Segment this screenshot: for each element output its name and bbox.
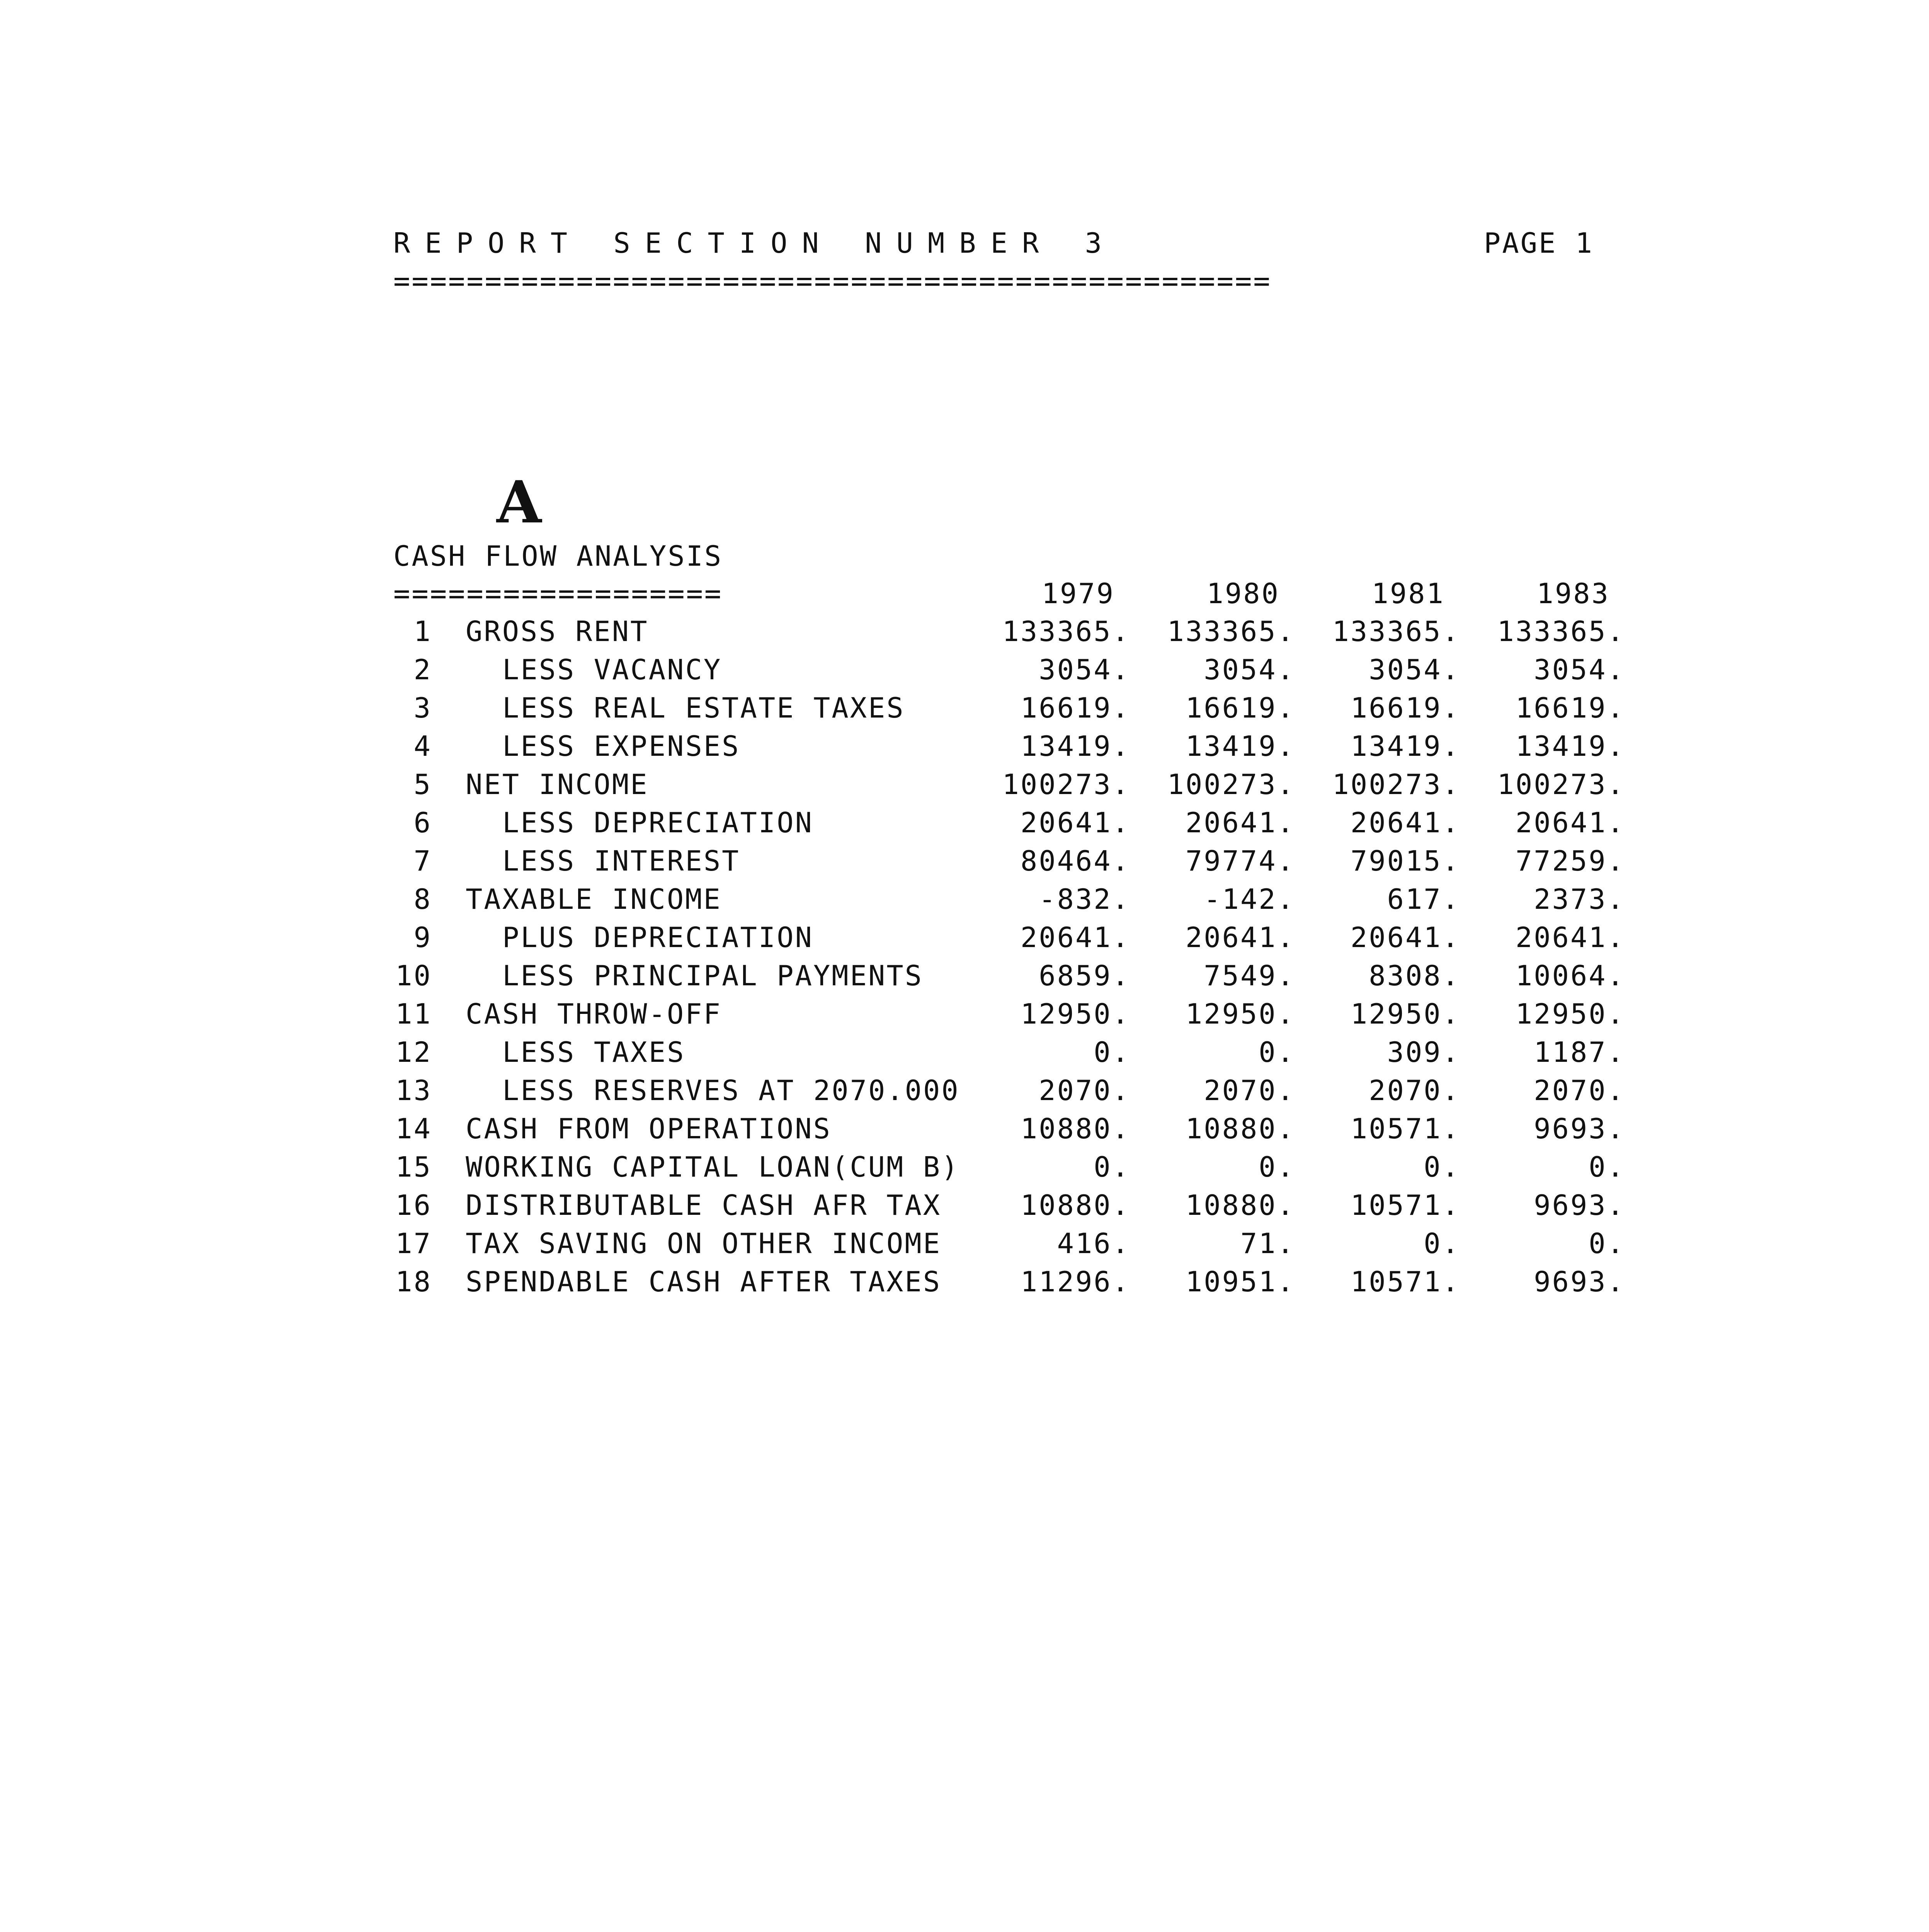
table-row <box>0 1263 1929 1301</box>
value-cell: 79774. <box>1185 845 1295 877</box>
table-row <box>0 612 1929 651</box>
value-cell: 0. <box>1424 1151 1460 1183</box>
report-title: REPORT SECTION NUMBER 3 <box>393 227 1116 259</box>
value-cell: 133365. <box>1002 615 1130 648</box>
row-number: 8 <box>413 883 432 915</box>
row-label: LESS EXPENSES <box>502 730 740 762</box>
value-cell: 3054. <box>1534 653 1625 686</box>
table-row <box>0 1071 1929 1110</box>
value-cell: 77259. <box>1515 845 1625 877</box>
value-cell: 2373. <box>1534 883 1625 915</box>
value-cell: 100273. <box>1167 768 1295 801</box>
value-cell: 100273. <box>1497 768 1625 801</box>
row-label: LESS PRINCIPAL PAYMENTS <box>502 959 923 992</box>
row-label: LESS RESERVES AT 2070.000 <box>502 1074 960 1107</box>
value-cell: 2070. <box>1369 1074 1460 1107</box>
value-cell: 13419. <box>1350 730 1460 762</box>
row-number: 1 <box>413 615 432 648</box>
value-cell: 133365. <box>1332 615 1460 648</box>
table-row <box>0 765 1929 804</box>
row-label: LESS REAL ESTATE TAXES <box>502 692 905 724</box>
value-cell: 2070. <box>1534 1074 1625 1107</box>
value-cell: 100273. <box>1332 768 1460 801</box>
value-cell: 0. <box>1259 1151 1295 1183</box>
value-cell: 12950. <box>1350 998 1460 1030</box>
value-cell: 2070. <box>1039 1074 1130 1107</box>
row-label: CASH FROM OPERATIONS <box>466 1112 832 1145</box>
value-cell: 0. <box>1424 1227 1460 1260</box>
table-row <box>0 1148 1929 1186</box>
value-cell: 3054. <box>1039 653 1130 686</box>
row-number: 14 <box>395 1112 432 1145</box>
row-label: TAXABLE INCOME <box>466 883 722 915</box>
value-cell: 16619. <box>1020 692 1130 724</box>
cash-flow-table <box>0 612 1929 1301</box>
table-row <box>0 1186 1929 1225</box>
value-cell: 8308. <box>1369 959 1460 992</box>
value-cell: 3054. <box>1369 653 1460 686</box>
value-cell: 309. <box>1387 1036 1460 1068</box>
value-cell: 12950. <box>1185 998 1295 1030</box>
row-label: LESS TAXES <box>502 1036 686 1068</box>
row-number: 12 <box>395 1036 432 1068</box>
value-cell: 416. <box>1057 1227 1130 1260</box>
table-row <box>0 957 1929 995</box>
value-cell: -832. <box>1039 883 1130 915</box>
value-cell: 10571. <box>1350 1112 1460 1145</box>
row-number: 4 <box>413 730 432 762</box>
row-number: 13 <box>395 1074 432 1107</box>
value-cell: 20641. <box>1515 921 1625 954</box>
value-cell: 10064. <box>1515 959 1625 992</box>
value-cell: 100273. <box>1002 768 1130 801</box>
table-row <box>0 804 1929 842</box>
value-cell: 12950. <box>1020 998 1130 1030</box>
value-cell: 617. <box>1387 883 1460 915</box>
value-cell: 10880. <box>1185 1189 1295 1221</box>
value-cell: 71. <box>1240 1227 1295 1260</box>
value-cell: 6859. <box>1039 959 1130 992</box>
table-title-underline: ================== <box>393 577 723 610</box>
table-row <box>0 880 1929 918</box>
year-header: 1983 <box>1536 577 1610 610</box>
year-header: 1979 <box>1041 577 1115 610</box>
value-cell: 16619. <box>1350 692 1460 724</box>
row-number: 16 <box>395 1189 432 1221</box>
row-number: 5 <box>413 768 432 801</box>
row-label: LESS DEPRECIATION <box>502 806 813 839</box>
row-label: LESS VACANCY <box>502 653 722 686</box>
row-number: 18 <box>395 1265 432 1298</box>
value-cell: 10951. <box>1185 1265 1295 1298</box>
value-cell: 10880. <box>1185 1112 1295 1145</box>
value-cell: 0. <box>1094 1036 1130 1068</box>
value-cell: 20641. <box>1185 806 1295 839</box>
value-cell: 13419. <box>1185 730 1295 762</box>
value-cell: 9693. <box>1534 1189 1625 1221</box>
value-cell: 13419. <box>1515 730 1625 762</box>
value-cell: 133365. <box>1167 615 1295 648</box>
row-number: 3 <box>413 692 432 724</box>
value-cell: 20641. <box>1350 921 1460 954</box>
value-cell: 12950. <box>1515 998 1625 1030</box>
value-cell: 16619. <box>1185 692 1295 724</box>
row-number: 15 <box>395 1151 432 1183</box>
table-row <box>0 651 1929 689</box>
row-number: 17 <box>395 1227 432 1260</box>
table-row <box>0 1033 1929 1071</box>
value-cell: 20641. <box>1185 921 1295 954</box>
value-cell: 13419. <box>1020 730 1130 762</box>
value-cell: 20641. <box>1020 921 1130 954</box>
value-cell: 0. <box>1094 1151 1130 1183</box>
value-cell: 80464. <box>1020 845 1130 877</box>
value-cell: 10571. <box>1350 1189 1460 1221</box>
value-cell: 133365. <box>1497 615 1625 648</box>
row-number: 10 <box>395 959 432 992</box>
row-number: 2 <box>413 653 432 686</box>
table-row <box>0 842 1929 880</box>
table-row <box>0 727 1929 765</box>
value-cell: 20641. <box>1515 806 1625 839</box>
value-cell: 79015. <box>1350 845 1460 877</box>
table-row <box>0 1110 1929 1148</box>
value-cell: 20641. <box>1350 806 1460 839</box>
table-row <box>0 918 1929 957</box>
row-label: GROSS RENT <box>466 615 649 648</box>
year-header: 1980 <box>1206 577 1280 610</box>
row-number: 9 <box>413 921 432 954</box>
table-title: CASH FLOW ANALYSIS <box>393 540 723 572</box>
value-cell: 0. <box>1589 1227 1625 1260</box>
value-cell: 0. <box>1589 1151 1625 1183</box>
value-cell: 7549. <box>1204 959 1295 992</box>
row-number: 6 <box>413 806 432 839</box>
value-cell: 11296. <box>1020 1265 1130 1298</box>
row-label: SPENDABLE CASH AFTER TAXES <box>466 1265 942 1298</box>
year-header: 1981 <box>1371 577 1445 610</box>
value-cell: 2070. <box>1204 1074 1295 1107</box>
value-cell: 10571. <box>1350 1265 1460 1298</box>
row-label: PLUS DEPRECIATION <box>502 921 813 954</box>
page-number: PAGE 1 <box>1484 227 1594 259</box>
value-cell: 10880. <box>1020 1112 1130 1145</box>
table-row <box>0 689 1929 727</box>
table-row <box>0 1225 1929 1263</box>
value-cell: 3054. <box>1204 653 1295 686</box>
title-rule: ================================================ <box>393 265 1272 297</box>
row-label: WORKING CAPITAL LOAN(CUM B) <box>466 1151 960 1183</box>
value-cell: 1187. <box>1534 1036 1625 1068</box>
section-letter: A <box>497 468 542 536</box>
row-number: 7 <box>413 845 432 877</box>
value-cell: 16619. <box>1515 692 1625 724</box>
value-cell: 9693. <box>1534 1265 1625 1298</box>
value-cell: 10880. <box>1020 1189 1130 1221</box>
value-cell: 9693. <box>1534 1112 1625 1145</box>
row-label: CASH THROW-OFF <box>466 998 722 1030</box>
row-label: LESS INTEREST <box>502 845 740 877</box>
row-number: 11 <box>395 998 432 1030</box>
value-cell: 0. <box>1259 1036 1295 1068</box>
row-label: DISTRIBUTABLE CASH AFR TAX <box>466 1189 942 1221</box>
value-cell: 20641. <box>1020 806 1130 839</box>
row-label: NET INCOME <box>466 768 649 801</box>
value-cell: -142. <box>1204 883 1295 915</box>
table-row <box>0 995 1929 1033</box>
row-label: TAX SAVING ON OTHER INCOME <box>466 1227 942 1260</box>
